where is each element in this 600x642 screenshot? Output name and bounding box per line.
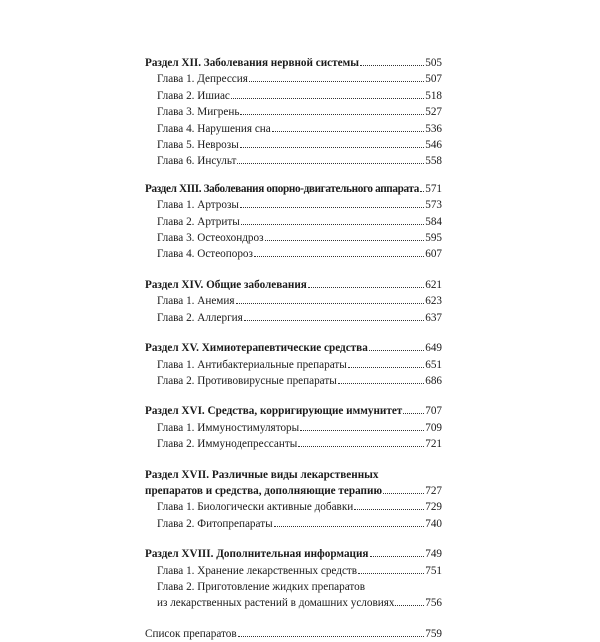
chapter-title-line1: Глава 2. Приготовление жидких препаратов xyxy=(157,580,366,593)
page-number: 707 xyxy=(425,405,442,418)
dot-leader xyxy=(272,131,424,132)
page-number: 751 xyxy=(425,564,442,577)
dot-leader xyxy=(369,350,424,351)
chapter-title: Глава 1. Иммуностимуляторы xyxy=(157,421,300,434)
dot-leader xyxy=(395,605,424,606)
section-heading xyxy=(145,55,442,71)
dot-leader xyxy=(241,224,424,225)
page-number: 721 xyxy=(425,438,442,451)
drug-list-title: Список препаратов xyxy=(145,627,237,640)
chapter-entry xyxy=(145,246,442,262)
page-number: 527 xyxy=(425,106,442,119)
section-xvi xyxy=(145,403,442,452)
dot-leader xyxy=(249,81,424,82)
dot-leader xyxy=(240,114,424,115)
page-number: 759 xyxy=(425,627,442,640)
dot-leader xyxy=(383,493,424,494)
chapter-entry xyxy=(145,88,442,104)
chapter-title: Глава 2. Фитопрепараты xyxy=(157,517,273,530)
chapter-title: Глава 1. Биологически активные добавки xyxy=(157,501,354,514)
dot-leader xyxy=(274,526,425,527)
section-xii xyxy=(145,55,442,170)
chapter-title: Глава 1. Анемия xyxy=(157,295,235,308)
section-title: Раздел XVIII. Дополнительная информация xyxy=(145,548,369,561)
dot-leader xyxy=(308,287,424,288)
section-title-line1: Раздел XVII. Различные виды лекарственных xyxy=(145,468,379,481)
dot-leader xyxy=(298,446,424,447)
page-number: 573 xyxy=(425,199,442,212)
section-xiv xyxy=(145,277,442,326)
chapter-title: Глава 1. Антибактериальные препараты xyxy=(157,358,347,371)
dot-leader xyxy=(338,383,424,384)
section-heading xyxy=(145,546,442,562)
dot-leader xyxy=(240,207,424,208)
page-number: 536 xyxy=(425,122,442,135)
dot-leader xyxy=(403,413,424,414)
page-number: 518 xyxy=(425,89,442,102)
section-title: Раздел XII. Заболевания нервной системы xyxy=(145,57,359,69)
dot-leader xyxy=(231,98,424,99)
page-number: 584 xyxy=(425,215,442,228)
page-number: 686 xyxy=(425,374,442,387)
dot-leader xyxy=(420,191,424,192)
section-heading xyxy=(145,277,442,293)
chapter-entry xyxy=(145,516,442,532)
section-xviii xyxy=(145,546,442,612)
chapter-title: Глава 6. Инсульт xyxy=(157,155,237,168)
dot-leader xyxy=(254,256,424,257)
dot-leader xyxy=(358,573,424,574)
chapter-title: Глава 1. Хранение лекарственных средств xyxy=(157,564,358,577)
page-number: 558 xyxy=(425,155,442,168)
page-number: 749 xyxy=(425,548,442,561)
chapter-entry xyxy=(145,230,442,246)
section-xiii xyxy=(145,181,442,263)
chapter-entry xyxy=(145,153,442,169)
chapter-title: Глава 2. Аллергия xyxy=(157,311,243,324)
dot-leader xyxy=(360,65,424,66)
page-number: 621 xyxy=(425,278,442,291)
page-number: 727 xyxy=(425,484,442,497)
chapter-entry xyxy=(145,310,442,326)
section-heading-line xyxy=(145,467,442,483)
chapter-entry xyxy=(145,137,442,153)
section-title: Раздел XVI. Средства, корригирующие иммунитет xyxy=(145,405,403,418)
section-title: Раздел XV. Химиотерапевтические средства xyxy=(145,342,368,355)
chapter-title: Глава 5. Неврозы xyxy=(157,139,239,152)
chapter-entry xyxy=(145,420,442,436)
page-number: 649 xyxy=(425,342,442,355)
page-number: 571 xyxy=(425,182,442,195)
chapter-entry xyxy=(145,499,442,515)
chapter-title: Глава 3. Мигрень xyxy=(157,106,240,119)
section-heading xyxy=(145,340,442,356)
section-heading xyxy=(145,181,442,197)
chapter-title: Глава 2. Противовирусные препараты xyxy=(157,374,337,387)
page-number: 637 xyxy=(425,311,442,324)
chapter-title: Глава 1. Депрессия xyxy=(157,73,248,86)
chapter-entry xyxy=(145,595,442,611)
dot-leader xyxy=(348,367,424,368)
chapter-entry xyxy=(145,373,442,389)
section-heading xyxy=(145,483,442,499)
page-number: 546 xyxy=(425,139,442,152)
page-number: 729 xyxy=(425,501,442,514)
chapter-entry xyxy=(145,214,442,230)
chapter-title: Глава 4. Остеопороз xyxy=(157,248,253,261)
chapter-title: Глава 4. Нарушения сна xyxy=(157,122,271,135)
table-of-contents xyxy=(145,55,442,642)
chapter-entry xyxy=(145,357,442,373)
page-number: 740 xyxy=(425,517,442,530)
chapter-entry xyxy=(145,563,442,579)
chapter-entry xyxy=(145,121,442,137)
page-number: 651 xyxy=(425,358,442,371)
dot-leader xyxy=(300,430,424,431)
section-title-line2: препаратов и средства, дополняющие терапию xyxy=(145,484,382,497)
page-number: 756 xyxy=(425,597,442,610)
drug-list-entry xyxy=(145,626,442,642)
chapter-entry xyxy=(145,293,442,309)
section-title: Раздел XIII. Заболевания опорно-двигательного аппарата xyxy=(145,182,419,195)
dot-leader xyxy=(236,303,425,304)
chapter-title: Глава 1. Артрозы xyxy=(157,199,239,212)
chapter-title: Глава 3. Остеохондроз xyxy=(157,232,264,245)
page-number: 507 xyxy=(425,73,442,86)
dot-leader xyxy=(370,556,425,557)
chapter-entry xyxy=(145,197,442,213)
dot-leader xyxy=(237,163,424,164)
chapter-title: Глава 2. Иммунодепрессанты xyxy=(157,438,298,451)
page-number: 595 xyxy=(425,232,442,245)
chapter-entry xyxy=(145,104,442,120)
page-number: 505 xyxy=(425,57,442,69)
dot-leader xyxy=(240,147,425,148)
chapter-entry-line xyxy=(145,579,442,595)
page-number: 607 xyxy=(425,248,442,261)
dot-leader xyxy=(354,509,424,510)
page-number: 709 xyxy=(425,421,442,434)
dot-leader xyxy=(244,320,424,321)
section-xvii xyxy=(145,467,442,533)
chapter-title-line2: из лекарственных растений в домашних условиях xyxy=(157,597,395,610)
chapter-title: Глава 2. Ишиас xyxy=(157,89,230,102)
chapter-title: Глава 2. Артриты xyxy=(157,215,240,228)
chapter-entry xyxy=(145,71,442,87)
dot-leader xyxy=(238,636,425,637)
section-title: Раздел XIV. Общие заболевания xyxy=(145,278,307,291)
section-xv xyxy=(145,340,442,389)
page-number: 623 xyxy=(425,295,442,308)
dot-leader xyxy=(265,240,425,241)
chapter-entry xyxy=(145,436,442,452)
section-heading xyxy=(145,403,442,419)
